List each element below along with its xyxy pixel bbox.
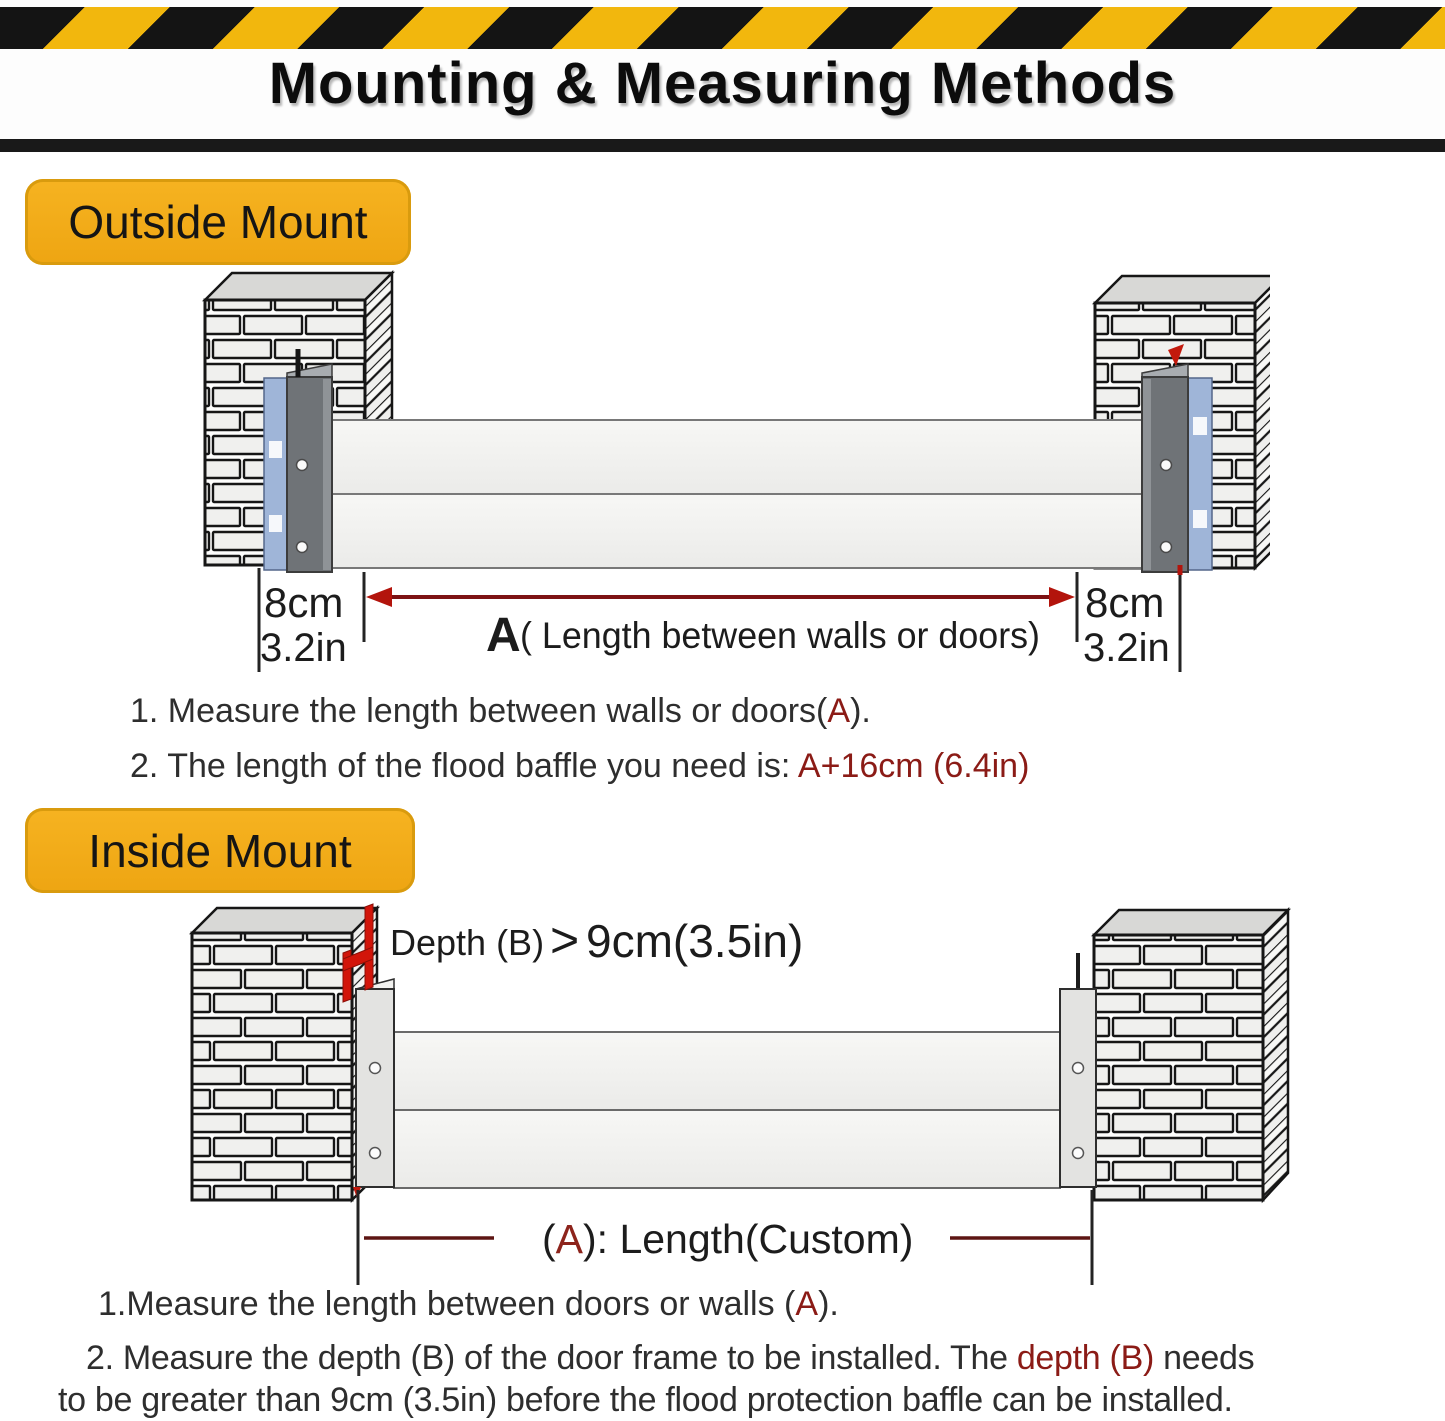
inside-instruction-2-end: needs (1153, 1339, 1255, 1377)
dimension-letter-a: A (486, 609, 521, 662)
inside-instruction-1 (98, 1285, 839, 1324)
outside-measurement (259, 565, 1180, 672)
inside-right-pillar (1094, 910, 1288, 1200)
outside-mount-diagram (180, 265, 1270, 675)
inside-instruction-1-text: 1.Measure the length between doors or walls ( (98, 1285, 796, 1323)
inside-instruction-2 (86, 1339, 1254, 1378)
inside-instruction-2-red: depth (B) (1016, 1339, 1154, 1377)
outside-instruction-2 (130, 747, 1029, 786)
inside-measurement (358, 1190, 1092, 1285)
screw-hole (370, 1148, 381, 1159)
header-banner (0, 0, 1445, 153)
depth-value: 9cm(3.5in) (586, 915, 804, 967)
left-gap-cm-label: 8cm (264, 579, 344, 626)
flood-barrier-panel-outside (332, 420, 1142, 568)
arrowhead-left (366, 587, 392, 607)
page-title: Mounting & Measuring Methods (268, 51, 1177, 116)
outside-instruction-1-text: 1. Measure the length between walls or doors( (130, 692, 828, 730)
screw-hole (297, 460, 308, 471)
outside-right-channel-blue (1188, 378, 1212, 570)
screw-hole (1073, 1063, 1084, 1074)
inside-right-channel (1060, 953, 1096, 1187)
outside-right-bracket (1142, 344, 1188, 572)
inside-mount-badge: Inside Mount (25, 808, 415, 893)
depth-label: Depth (B) (390, 922, 545, 963)
outside-instruction-1-end: ). (850, 692, 871, 730)
arrowhead-right (1049, 587, 1075, 607)
inside-instruction-2-text: 2. Measure the depth (B) of the door frame to be installed. The (86, 1339, 1017, 1377)
outside-instruction-1 (130, 692, 871, 731)
screw-hole (370, 1063, 381, 1074)
inside-instruction-3: to be greater than 9cm (3.5in) before the flood protection baffle can be installed. (58, 1381, 1233, 1419)
flood-barrier-panel-inside (394, 1032, 1060, 1188)
header-divider-bar (0, 139, 1445, 152)
outside-instruction-1-red: A (827, 692, 851, 730)
right-gap-in-label: 3.2in (1083, 626, 1170, 670)
right-gap-cm-label: 8cm (1085, 579, 1165, 626)
screw-hole (1073, 1148, 1084, 1159)
screw-hole (1161, 542, 1172, 553)
inside-dimension-label: (A): Length(Custom) (542, 1216, 914, 1262)
outside-mount-badge: Outside Mount (25, 179, 411, 265)
outside-instruction-2-text: 2. The length of the flood baffle you need is: (130, 747, 798, 785)
screw-hole (297, 542, 308, 553)
hazard-stripe-band (0, 7, 1445, 49)
outside-left-channel-blue (264, 378, 287, 570)
screw-hole (1161, 460, 1172, 471)
inside-instruction-1-end: ). (818, 1285, 839, 1323)
inside-mount-diagram (150, 895, 1295, 1290)
greater-than-sign: > (550, 912, 580, 968)
dimension-label: ( Length between walls or doors) (520, 615, 1040, 656)
inside-left-channel (353, 979, 394, 1198)
outside-instruction-2-red: A+16cm (6.4in) (797, 747, 1030, 785)
left-gap-in-label: 3.2in (260, 626, 347, 670)
inside-instruction-1-red: A (795, 1285, 819, 1323)
outside-left-bracket (287, 349, 332, 572)
